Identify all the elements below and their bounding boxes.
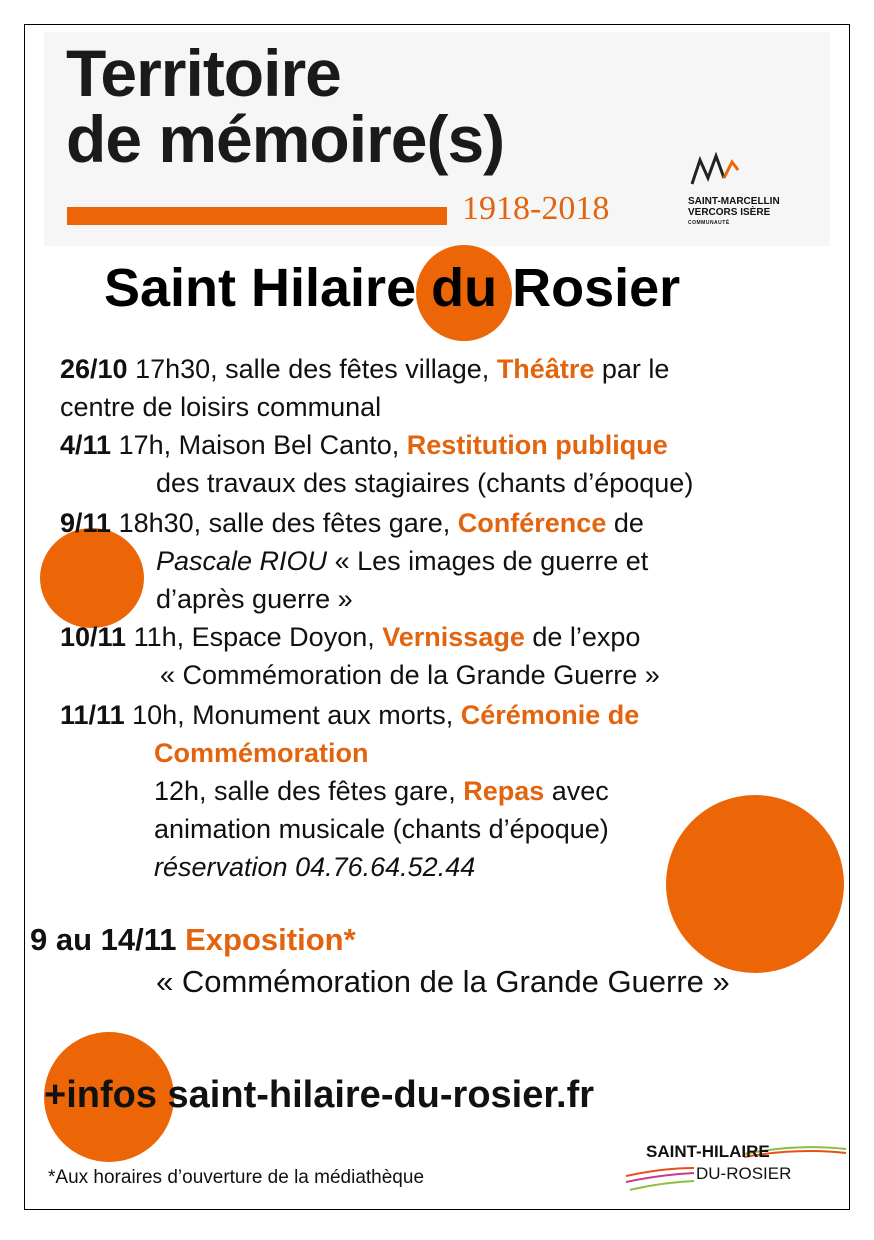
town-logo-line2: DU-ROSIER <box>696 1164 792 1183</box>
town-name-part1: Saint Hilaire <box>104 258 417 318</box>
event-4-date: 10/11 <box>60 622 127 652</box>
partner-logo-line1: SAINT-MARCELLIN <box>688 196 780 207</box>
event-3-speaker: Pascale RIOU <box>156 546 328 576</box>
event-series-title <box>66 36 505 176</box>
town-name-part3: Rosier <box>512 258 681 318</box>
event-1-date: 26/10 <box>60 354 128 384</box>
event-2-line-1: 4/11 17h, Maison Bel Canto, Restitution publique <box>60 430 668 460</box>
event-3-line-3: d’après guerre » <box>156 584 353 614</box>
event-4-line-2: « Commémoration de la Grande Guerre » <box>160 660 660 690</box>
exposition-label: Exposition* <box>185 922 356 957</box>
town-name-part2: du <box>431 258 498 318</box>
town-logo-line1: SAINT-HILAIRE <box>646 1142 770 1161</box>
decor-circle-left <box>40 528 144 628</box>
town-name <box>104 253 680 341</box>
mountain-logo-icon <box>688 152 748 192</box>
infos-line <box>44 1074 594 1117</box>
website-link[interactable]: saint-hilaire-du-rosier.fr <box>156 1074 595 1116</box>
years-label: 1918-2018 <box>462 190 610 227</box>
infos-label: +infos <box>44 1074 157 1116</box>
event-3-date: 9/11 <box>60 508 112 538</box>
event-5-line-2: Commémoration <box>154 738 369 768</box>
event-5-line-4: animation musicale (chants d’époque) <box>154 814 609 844</box>
event-2-highlight: Restitution publique <box>406 430 668 460</box>
event-4-highlight: Vernissage <box>382 622 525 652</box>
decor-circle-right <box>666 795 844 973</box>
exposition-title: « Commémoration de la Grande Guerre » <box>156 964 730 999</box>
event-2-line-2: des travaux des stagiaires (chants d’époque) <box>156 468 694 498</box>
exposition-line <box>30 920 356 960</box>
footnote: *Aux horaires d’ouverture de la médiathèque <box>48 1167 425 1188</box>
event-4-line-1: 10/11 11h, Espace Doyon, Vernissage de l’expo <box>60 622 641 652</box>
event-3-line-2: Pascale RIOU « Les images de guerre et <box>156 546 649 576</box>
exposition-dates: 9 au 14/11 <box>30 922 186 957</box>
event-2-date: 4/11 <box>60 430 112 460</box>
event-1-highlight: Théâtre <box>496 354 595 384</box>
title-line-2: de mémoire(s) <box>66 102 505 176</box>
event-5-meal-highlight: Repas <box>463 776 545 806</box>
event-5-highlight: Cérémonie de <box>460 700 640 730</box>
saint-hilaire-logo <box>624 1140 850 1196</box>
event-3-highlight: Conférence <box>457 508 607 538</box>
event-5-line-1: 11/11 10h, Monument aux morts, Cérémonie de <box>60 700 640 730</box>
partner-logo-line2: VERCORS ISÈRE <box>688 207 771 218</box>
event-5-date: 11/11 <box>60 700 125 730</box>
event-5-line-3: 12h, salle des fêtes gare, Repas avec <box>154 776 609 806</box>
event-1-line-1: 26/10 17h30, salle des fêtes village, Théâtre par le <box>60 354 670 384</box>
saint-marcellin-logo <box>688 152 808 232</box>
title-line-1: Territoire <box>66 36 341 110</box>
title-underline-bar <box>67 207 447 225</box>
partner-logo-line3: COMMUNAUTÉ <box>688 220 730 226</box>
event-1-line-2: centre de loisirs communal <box>60 392 382 422</box>
event-3-line-1: 9/11 18h30, salle des fêtes gare, Conférence de <box>60 508 644 538</box>
event-5-reservation: réservation 04.76.64.52.44 <box>154 852 476 882</box>
town-name-du-badge <box>416 245 512 341</box>
